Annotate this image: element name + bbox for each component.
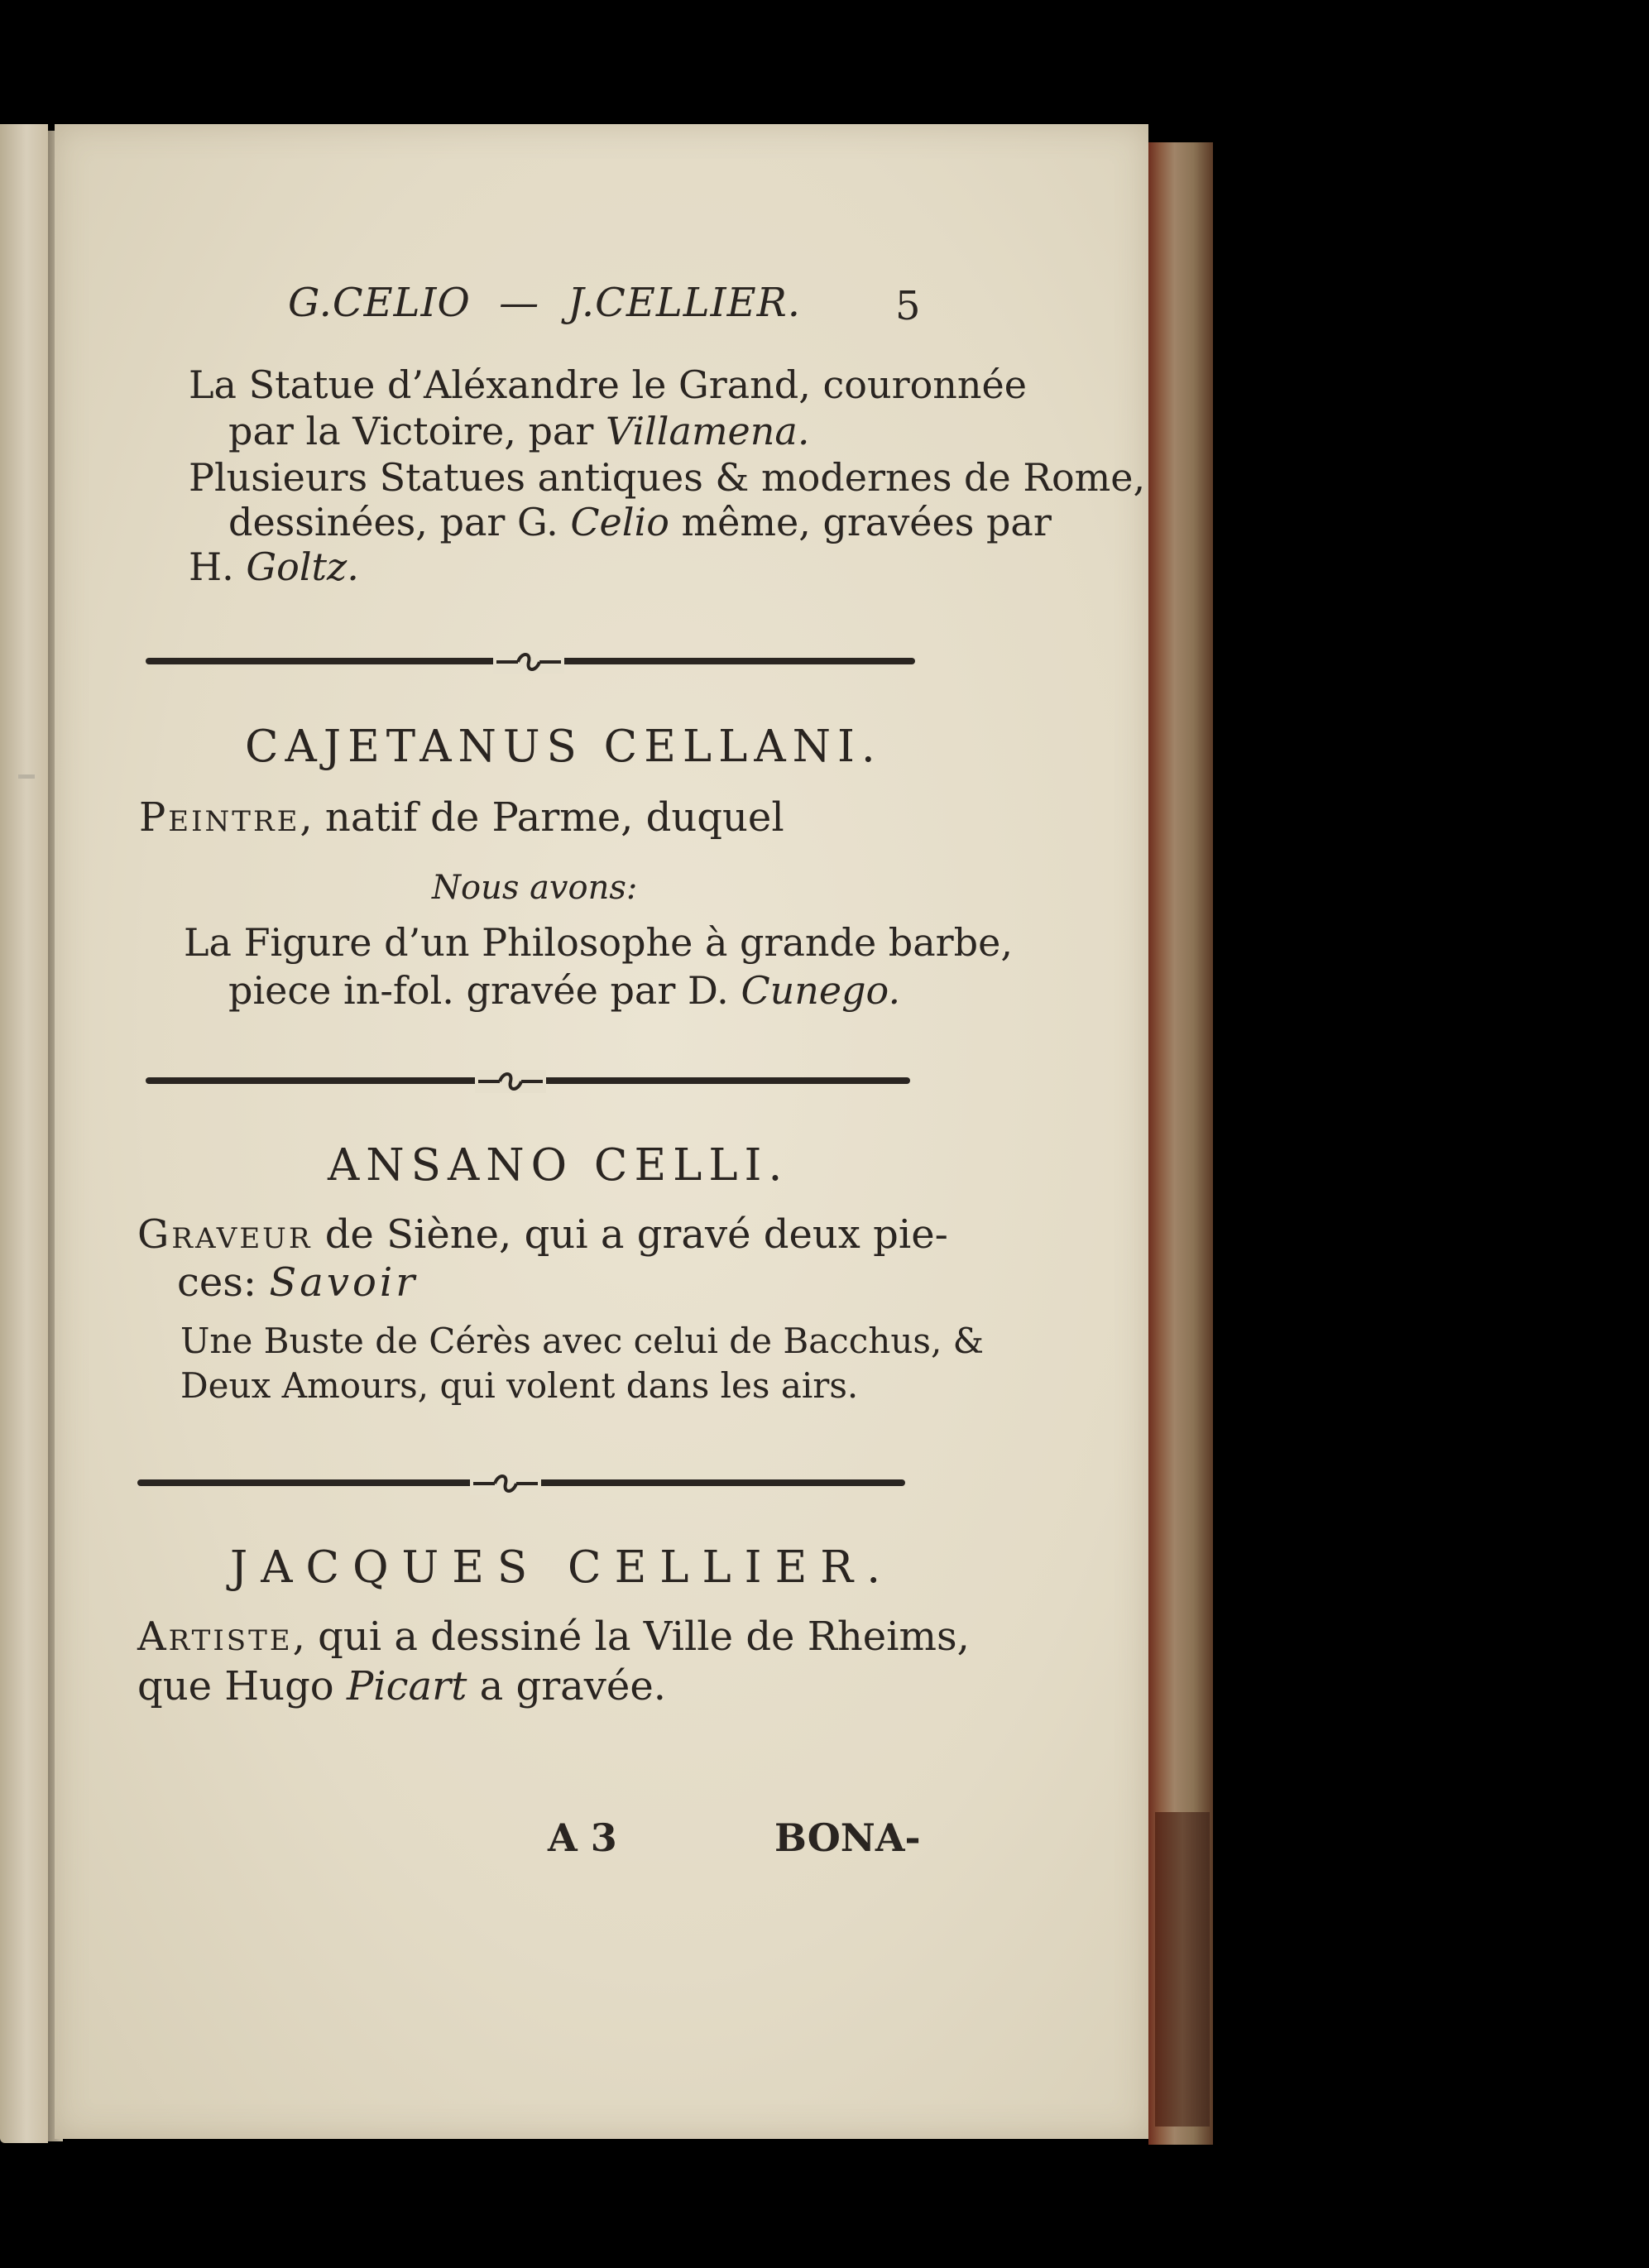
cellier-line-2 (137, 1663, 666, 1709)
cellier-line-2-post: a gravée. (479, 1663, 666, 1709)
celio-line-4-pre: dessinées, par G. (228, 500, 558, 544)
left-margin-mark (18, 774, 35, 779)
cellier-line-2-italic: Picart (346, 1663, 467, 1709)
celli-lead-rest: de Siène, qui a gravé deux pie- (312, 1211, 948, 1258)
celio-line-2-text: par la Victoire, par (228, 409, 594, 453)
celli-line-4: Deux Amours, qui volent dans les airs. (180, 1365, 859, 1406)
running-head-left: G.CELIO (288, 280, 471, 326)
fleuron-ornament-icon (475, 1070, 546, 1093)
page-number: 5 (895, 283, 922, 329)
left-page-edge (0, 124, 48, 2143)
cellier-lead-rest: , qui a dessiné la Ville de Rheims, (292, 1613, 970, 1660)
cellier-lead (137, 1613, 970, 1660)
celio-line-5-pre: H. (189, 544, 234, 589)
celli-line-3: Une Buste de Cérès avec celui de Bacchus, & (180, 1321, 985, 1361)
cellani-sub: Nous avons: (432, 869, 638, 907)
celio-line-1: La Statue d’Aléxandre le Grand, couronnée (189, 362, 1027, 407)
cellier-line-2-pre: que Hugo (137, 1663, 334, 1709)
cellani-line-2 (228, 968, 900, 1013)
fleuron-ornament-icon (470, 1472, 541, 1495)
celio-line-5 (189, 544, 359, 589)
celio-line-3: Plusieurs Statues antiques & modernes de Rome, (189, 455, 1146, 500)
running-head (288, 280, 801, 326)
book-spine-foot (1155, 1812, 1210, 2127)
heading-cellani: CAJETANUS CELLANI. (245, 722, 882, 772)
celli-line-2 (177, 1259, 418, 1306)
celio-line-4-post: même, gravées par (681, 500, 1052, 544)
celli-line-2-italic: Savoir (269, 1259, 419, 1306)
heading-celli: ANSANO CELLI. (328, 1140, 789, 1191)
fleuron-ornament-icon (493, 650, 564, 674)
cellani-lead-word: Peintre (139, 794, 300, 841)
cellani-line-1: La Figure d’un Philosophe à grande barbe, (184, 920, 1013, 965)
celio-line-2 (228, 409, 809, 453)
celio-line-4-italic: Celio (570, 500, 669, 544)
celli-line-2-pre: ces: (177, 1259, 257, 1306)
cellani-lead-rest: , natif de Parme, duquel (300, 794, 784, 841)
celio-line-2-italic: Villamena. (605, 409, 810, 453)
catchword: BONA- (774, 1815, 921, 1860)
signature-mark: A 3 (548, 1815, 617, 1860)
cellier-lead-word: Artiste (137, 1613, 293, 1660)
celio-line-4 (228, 500, 1052, 544)
cellani-line-2-pre: piece in-fol. gravée par D. (228, 968, 729, 1013)
heading-cellier: JACQUES CELLIER. (230, 1542, 894, 1593)
celli-lead-word: Graveur (137, 1211, 313, 1258)
running-head-dash: — (499, 280, 540, 326)
cellani-line-2-italic: Cunego. (741, 968, 901, 1013)
cellani-lead (139, 794, 784, 841)
celio-line-5-italic: Goltz. (246, 544, 359, 589)
celli-lead (137, 1211, 948, 1258)
running-head-right: J.CELLIER. (568, 280, 802, 326)
